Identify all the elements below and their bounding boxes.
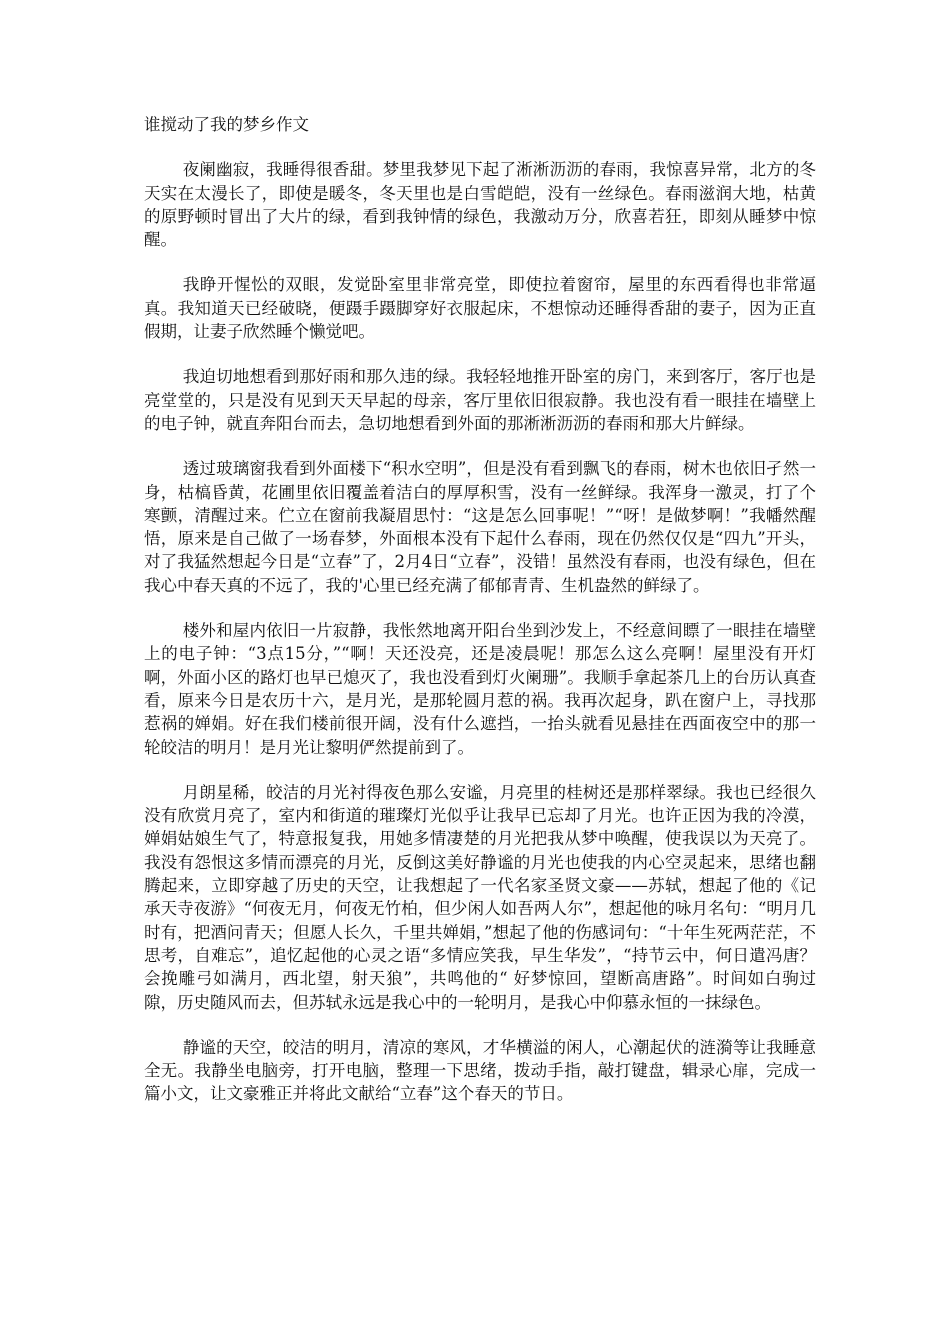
paragraph-4: 透过玻璃窗我看到外面楼下“积水空明”，但是没有看到飘飞的春雨，树木也依旧孑然一身，枯槁昏黄，花圃里依旧覆盖着洁白的厚厚积雪，没有一丝鲜绿。我浑身一激灵，打了个寒颤，清醒过来。伫立在窗前我凝眉思忖：“这是怎么回事呢！”“呀！是做梦啊！”我幡然醒悟，原来是自己做了一场春梦，外面根本没有下起什么春雨，现在仍然仅仅是“四九”开头，对了我猛然想起今日是“立春”了，2月4日“立春”，没错！虽然没有春雨，也没有绿色，但在我心中春天真的不远了，我的'心里已经充满了郁郁青青、生机盎然的鲜绿了。	[144, 459, 816, 595]
paragraph-3: 我迫切地想看到那好雨和那久违的绿。我轻轻地推开卧室的房门，来到客厅，客厅也是亮堂堂的，只是没有见到天天早起的母亲，客厅里依旧很寂静。我也没有看一眼挂在墙壁上的电子钟，就直奔阳台而去，急切地想看到外面的那淅淅沥沥的春雨和那大片鲜绿。	[144, 367, 816, 433]
paragraph-5: 楼外和屋内依旧一片寂静，我怅然地离开阳台坐到沙发上，不经意间瞟了一眼挂在墙壁上的电子钟：“3点15分，”“啊！天还没亮，还是凌晨呢！那怎么这么亮啊！屋里没有开灯啊，外面小区的路灯也早已熄灭了，我也没看到灯火阑珊”。我顺手拿起茶几上的台历认真查看，原来今日是农历十六，是月光，是那轮圆月惹的祸。我再次起身，趴在窗户上，寻找那惹祸的婵娟。好在我们楼前很开阔，没有什么遮挡，一抬头就看见悬挂在西面夜空中的那一轮皎洁的明月！是月光让黎明俨然提前到了。	[144, 621, 816, 757]
essay-title: 谁搅动了我的梦乡作文	[144, 115, 309, 134]
document-page	[144, 113, 816, 1128]
paragraph-1: 夜阑幽寂，我睡得很香甜。梦里我梦见下起了淅淅沥沥的春雨，我惊喜异常，北方的冬天实在太漫长了，即使是暖冬，冬天里也是白雪皑皑，没有一丝绿色。春雨滋润大地，枯黄的原野顿时冒出了大片的绿，看到我钟情的绿色，我激动万分，欣喜若狂，即刻从睡梦中惊醒。	[144, 160, 816, 250]
paragraph-2: 我睁开惺忪的双眼，发觉卧室里非常亮堂，即使拉着窗帘，屋里的东西看得也非常逼真。我知道天已经破晓，便蹑手蹑脚穿好衣服起床，不想惊动还睡得香甜的妻子，因为正直假期，让妻子欣然睡个懒觉吧。	[144, 275, 816, 342]
paragraph-6: 月朗星稀，皎洁的月光衬得夜色那么安谧，月亮里的桂树还是那样翠绿。我也已经很久没有欣赏月亮了，室内和街道的璀璨灯光似乎让我早已忘却了月光。也许正因为我的冷漠，婵娟姑娘生气了，特意报复我，用她多情凄楚的月光把我从梦中唤醒，使我误以为天亮了。我没有怨恨这多情而漂亮的月光，反倒这美好静谧的月光也使我的内心空灵起来，思绪也翻腾起来，立即穿越了历史的天空，让我想起了一代名家圣贤文豪——苏轼，想起了他的《记承天寺夜游》“何夜无月，何夜无竹柏，但少闲人如吾两人尔”，想起他的咏月名句：“明月几时有，把酒问青天；但愿人长久，千里共婵娟，”想起了他的伤感词句：“十年生死两茫茫，不思考，自难忘”，追忆起他的心灵之语“多情应笑我，早生华发”，“持节云中，何日遣冯唐？会挽雕弓如满月，西北望，射天狼”，共鸣他的“ 好梦惊回，望断高唐路”。时间如白驹过隙，历史随风而去，但苏轼永远是我心中的一轮明月，是我心中仰慕永恒的一抹绿色。	[144, 782, 816, 1012]
paragraph-7: 静谧的天空，皎洁的明月，清凉的寒风，才华横溢的闲人，心潮起伏的涟漪等让我睡意全无。我静坐电脑旁，打开电脑，整理一下思绪，拨动手指，敲打键盘，辑录心扉，完成一篇小文，让文豪雅正并将此文献给“立春”这个春天的节日。	[144, 1037, 816, 1104]
